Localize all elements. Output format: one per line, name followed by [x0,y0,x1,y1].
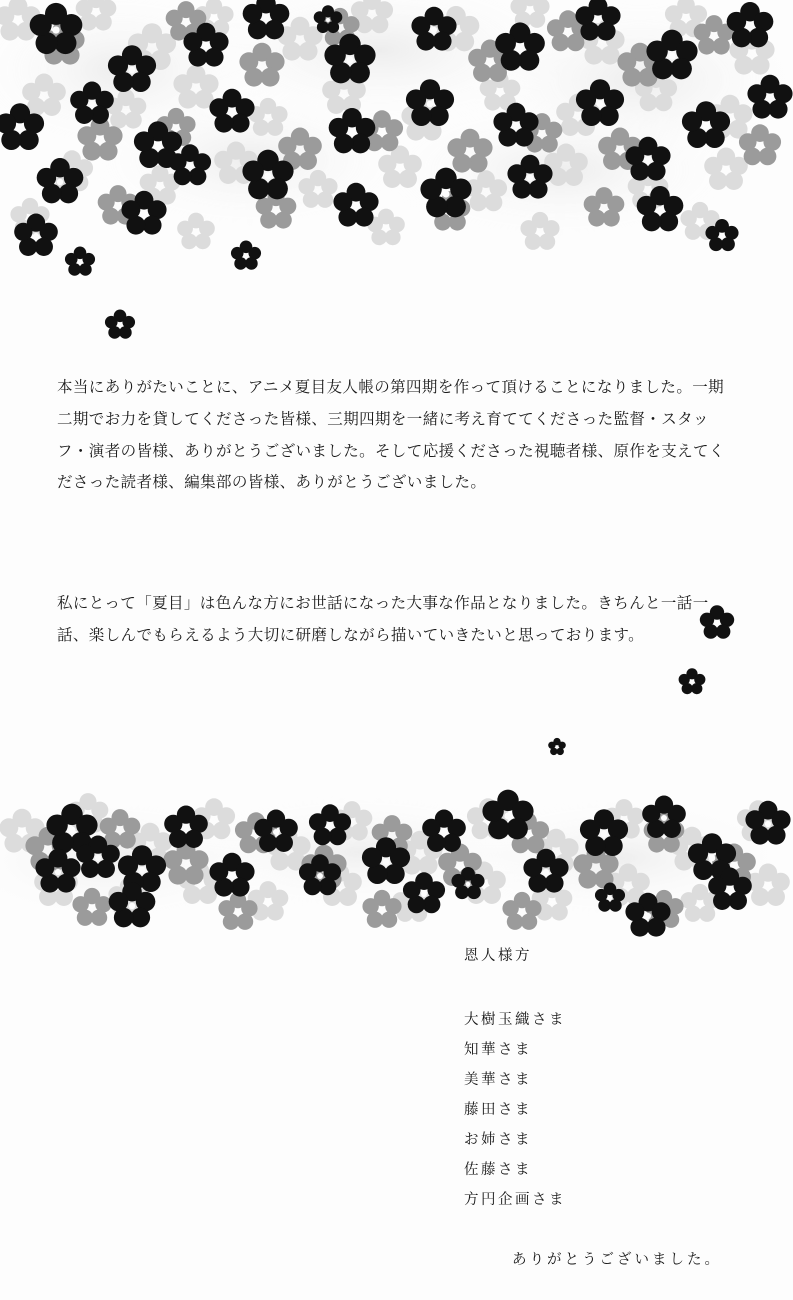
body-paragraph-2: 私にとって「夏目」は色んな方にお世話になった大事な作品となりました。きちんと一話一話、楽しんでもらえるよう大切に研磨しながら描いていきたいと思っております。 [57,594,709,644]
list-item: 大樹玉織さま [464,1012,566,1028]
list-item: 知華さま [464,1042,532,1058]
plum-blossom-stray-icon [545,735,569,759]
plum-blossom-band-bottom-icon [0,780,793,955]
list-item: 佐藤さま [464,1162,532,1178]
closing-line: ありがとうございました。 [512,1252,722,1268]
plum-blossom-stray-icon [100,305,140,345]
body-paragraph-1: 本当にありがたいことに、アニメ夏目友人帳の第四期を作って頂けることになりました。一期二期でお力を貸してくださった皆様、三期四期を一緒に考え育ててくださった監督・スタッフ・演者の皆様、ありがとうございました。そして応援くださった視聴者様、原作を支えてくださった読者様、編集部の皆様、ありがとうございました。 [57,378,725,492]
plum-blossom-stray-icon [674,664,710,700]
plum-blossom-band-top-icon [0,0,793,290]
credits-list [464,1005,566,1215]
list-item: 方円企画さま [464,1192,566,1208]
credits-heading: 恩人様方 [464,948,532,964]
list-item: 美華さま [464,1072,532,1088]
list-item: 藤田さま [464,1102,532,1118]
list-item: お姉さま [464,1132,532,1148]
